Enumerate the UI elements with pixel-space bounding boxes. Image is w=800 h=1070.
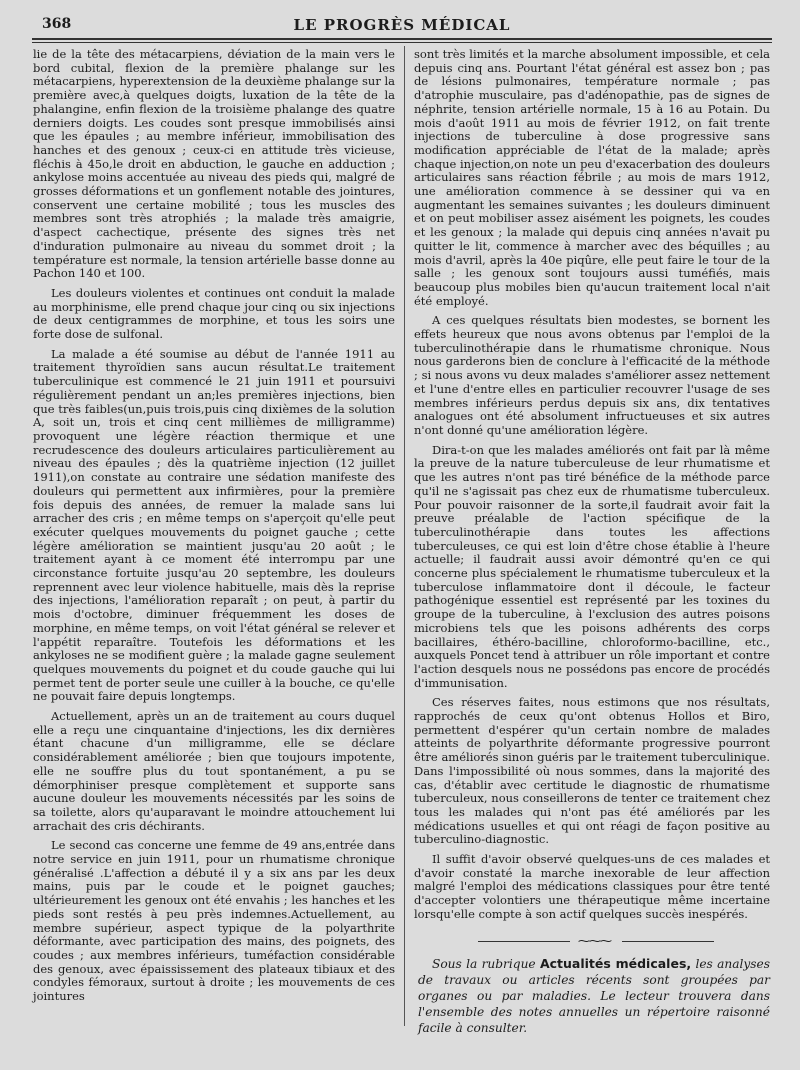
left-column [33, 48, 395, 1010]
note-rubric: Actualités médicales, [539, 956, 692, 971]
header-rule [32, 38, 772, 43]
paragraph: sont très limités et la marche absolument impossible, et cela depuis cinq ans. Pourtant l'état général est assez bon ; pas de lésions pulmonaires, température normale ; pas d'atrophie musculaire, pas d'adénopathie, pas de signes de néphrite, tension artérielle normale, 15 à 16 au Potain. Du mois d'août 1911 au mois de février 1912, on fait trente injections de tuberculine à dose progressive sans modification appréciable de l'état de la malade; après chaque injection,on note un peu d'exacerbation des douleurs articulaires sans réaction fébrile ; au mois de mars 1912, une amélioration commence à se dessiner qui va en augmentant les semaines suivantes ; les douleurs diminuent et on peut mobiliser assez aisément les poignets, les coudes et les genoux ; la malade qui depuis cinq années n'avait pu quitter le lit, commence à marcher avec des béquilles ; au mois d'avril, après la 40e piqûre, elle peut faire le tour de la salle ; les genoux sont toujours aussi tuméfiés, mais beaucoup plus mobiles bien qu'aucun traitement local n'ait été employé. [414, 47, 770, 308]
paragraph: Dira-t-on que les malades améliorés ont fait par là même la preuve de la nature tuberculeuse de leur rhumatisme et que les autres n'ont pas tiré bénéfice de la méthode parce qu'il ne s'agissait pas chez eux de rhumatisme tuberculeux. Pour pouvoir raisonner de la sorte,il faudrait avoir fait la preuve préalable de l'action spécifique de la tuberculinothérapie dans toutes les affections tuberculeuses, ce qui est loin d'être chose établie à l'heure actuelle; il faudrait aussi avoir démontré qu'en ce qui concerne plus spécialement le rhumatisme tuberculeux et la tuberculose inflammatoire dont il découle, le facteur pathogénique essentiel est représenté par les toxines du groupe de la tuberculine, à l'exclusion des autres poisons microbiens tels que les poisons adhérents des corps bacillaires, éthéro-bacilline, chloroformo-bacilline, etc., auxquels Poncet tend à attribuer un rôle important et contre l'action desquels nous ne possédons pas encore de procédés d'immunisation. [414, 442, 770, 690]
paragraph: lie de la tête des métacarpiens, déviation de la main vers le bord cubital, flexion de la première phalange sur les métacarpiens, hyperextension de la deuxième phalange sur la première avec,à quelques doigts, luxation de la tête de la phalangine, enfin flexion de la troisième phalange des quatre derniers doigts. Les coudes sont presque immobilisés ainsi que les épaules ; au membre inférieur, immobilisation des hanches et des genoux ; ceux-ci en attitude très vicieuse, fléchis à 45o,le droit en abduction, le gauche en adduction ; ankylose moins accentuée au niveau des pieds qui, malgré de grosses déformations et un gonflement notable des jointures, conservent une certaine mobilité ; tous les muscles des membres sont très atrophiés ; la malade très amaigrie, d'aspect cachectique, présente des signes très net d'induration pulmonaire au niveau du sommet droit ; la température est normale, la tension artérielle basse donne au Pachon 140 et 100. [33, 47, 396, 281]
note-text: Sous la rubrique [432, 957, 540, 971]
paragraph: Il suffit d'avoir observé quelques-uns de ces malades et d'avoir constaté la marche inexorable de leur affection malgré l'emploi des médications classiques pour être tenté d'accepter volontiers une thérapeutique même incertaine lorsqu'elle compte à son actif quelques succès inespérés. [414, 852, 770, 921]
paragraph: Les douleurs violentes et continues ont conduit la malade au morphinisme, elle prend chaque jour cinq ou six injections de deux centigrammes de morphine, et tous les soirs une forte dose de sulfonal. [33, 285, 395, 342]
paragraph: La malade a été soumise au début de l'année 1911 au traitement thyroïdien sans aucun résultat.Le traitement tuberculinique est commencé le 21 juin 1911 et poursuivi régulièrement pendant un an;les premières injections, bien que très faibles(un,puis trois,puis cinq dixièmes de la solution A, soit un, trois et cinq cent millièmes de milligramme) provoquent une légère réaction thermique et une recrudescence des douleurs articulaires particulièrement au niveau des épaules ; dès la quatrième injection (12 juillet 1911),on constate au contraire une sédation manifeste des douleurs qui permettent aux infirmières, pour la première fois depuis des années, de remuer la malade sans lui arracher des cris ; en même temps on s'aperçoit qu'elle peut exécuter quelques mouvements du poignet gauche ; cette légère amélioration se maintient jusqu'au 20 août ; le traitement ayant à ce moment été interrompu par une circonstance fortuite jusqu'au 20 septembre, les douleurs reprennent avec leur violence habituelle, mais dès la reprise des injections, l'amélioration reparaît ; on peut, à partir du mois d'octobre, diminuer fréquemment les doses de morphine, en même temps, on voit l'état général se relever et l'appétit reparaître. Toutefois les déformations et les ankyloses ne se modifient guère ; la malade gagne seulement quelques mouvements du poignet et du coude gauche qui lui permet tent de porter seule une cuiller à la bouche, ce qu'elle ne pouvait faire depuis longtemps. [33, 346, 395, 704]
paragraph: A ces quelques résultats bien modestes, se bornent les effets heureux que nous avons obtenus par l'emploi de la tuberculinothérapie dans le rhumatisme chronique. Nous nous garderons bien de conclure à l'efficacité de la méthode ; si nous avons vu deux malades s'améliorer assez nettement et l'une d'entre elles en particulier recouvrer l'usage de ses membres inférieurs perdus depuis six ans, dix tentatives analogues ont été absolument infructueuses et six autres n'ont donné qu'une amélioration légère. [414, 313, 770, 437]
column-divider [404, 46, 405, 1026]
page-number: 368 [42, 16, 72, 32]
note-text: les analyses de travaux ou articles récents sont groupées par organes ou par maladies. Le lecteur trouvera dans l'ensemble des notes annuelles un répertoire raisonné facile à consulter. [418, 957, 771, 1035]
section-ornament: ⁓⁓⁓ [478, 934, 714, 948]
paragraph: Ces réserves faites, nous estimons que nos résultats, rapprochés de ceux qu'ont obtenus Hollos et Biro, permettent d'espérer qu'un certain nombre de malades atteints de polyarthrite déformante progressive pourront être améliorés sinon guéris par le traitement tuberculinique. Dans l'impossibilité où nous sommes, dans la majorité des cas, d'établir avec certitude le diagnostic de rhumatisme tuberculeux, nous conseillerons de tenter ce traitement chez tous les malades qui n'ont pas été améliorés par les médications usuelles et qui ont réagi de façon positive au tuberculino-diagnostic. [414, 695, 770, 847]
paragraph: Actuellement, après un an de traitement au cours duquel elle a reçu une cinquantaine d'injections, les dix dernières étant chacune d'un milligramme, elle se déclare considérablement améliorée ; bien que toujours impotente, elle ne souffre plus du tout spontanément, a pu se démorphiniser presque complètement et supporte sans aucune douleur les mouvements nécessités par les soins de sa toilette, alors qu'auparavant le moindre attouchement lui arrachait des cris déchirants. [33, 709, 395, 833]
right-column [414, 48, 770, 928]
paragraph: Le second cas concerne une femme de 49 ans,entrée dans notre service en juin 1911, pour un rhumatisme chronique généralisé .L'affection a débuté il y a six ans par les deux mains, puis par le coude et le poignet gauches; ultérieurement les genoux ont été envahis ; les hanches et les pieds sont restés à peu près indemnes.Actuellement, au membre supérieur, aspect typique de la polyarthrite déformante, avec participation des mains, des poignets, des coudes ; aux membres inférieurs, tuméfaction considérable des genoux, avec épaississement des plateaux tibiaux et des condyles fémoraux, surtout à droite ; les mouvements de ces jointures [33, 838, 395, 1004]
journal-title: LE PROGRÈS MÉDICAL [293, 16, 511, 34]
editorial-note [418, 956, 770, 1036]
page-header [32, 14, 772, 36]
